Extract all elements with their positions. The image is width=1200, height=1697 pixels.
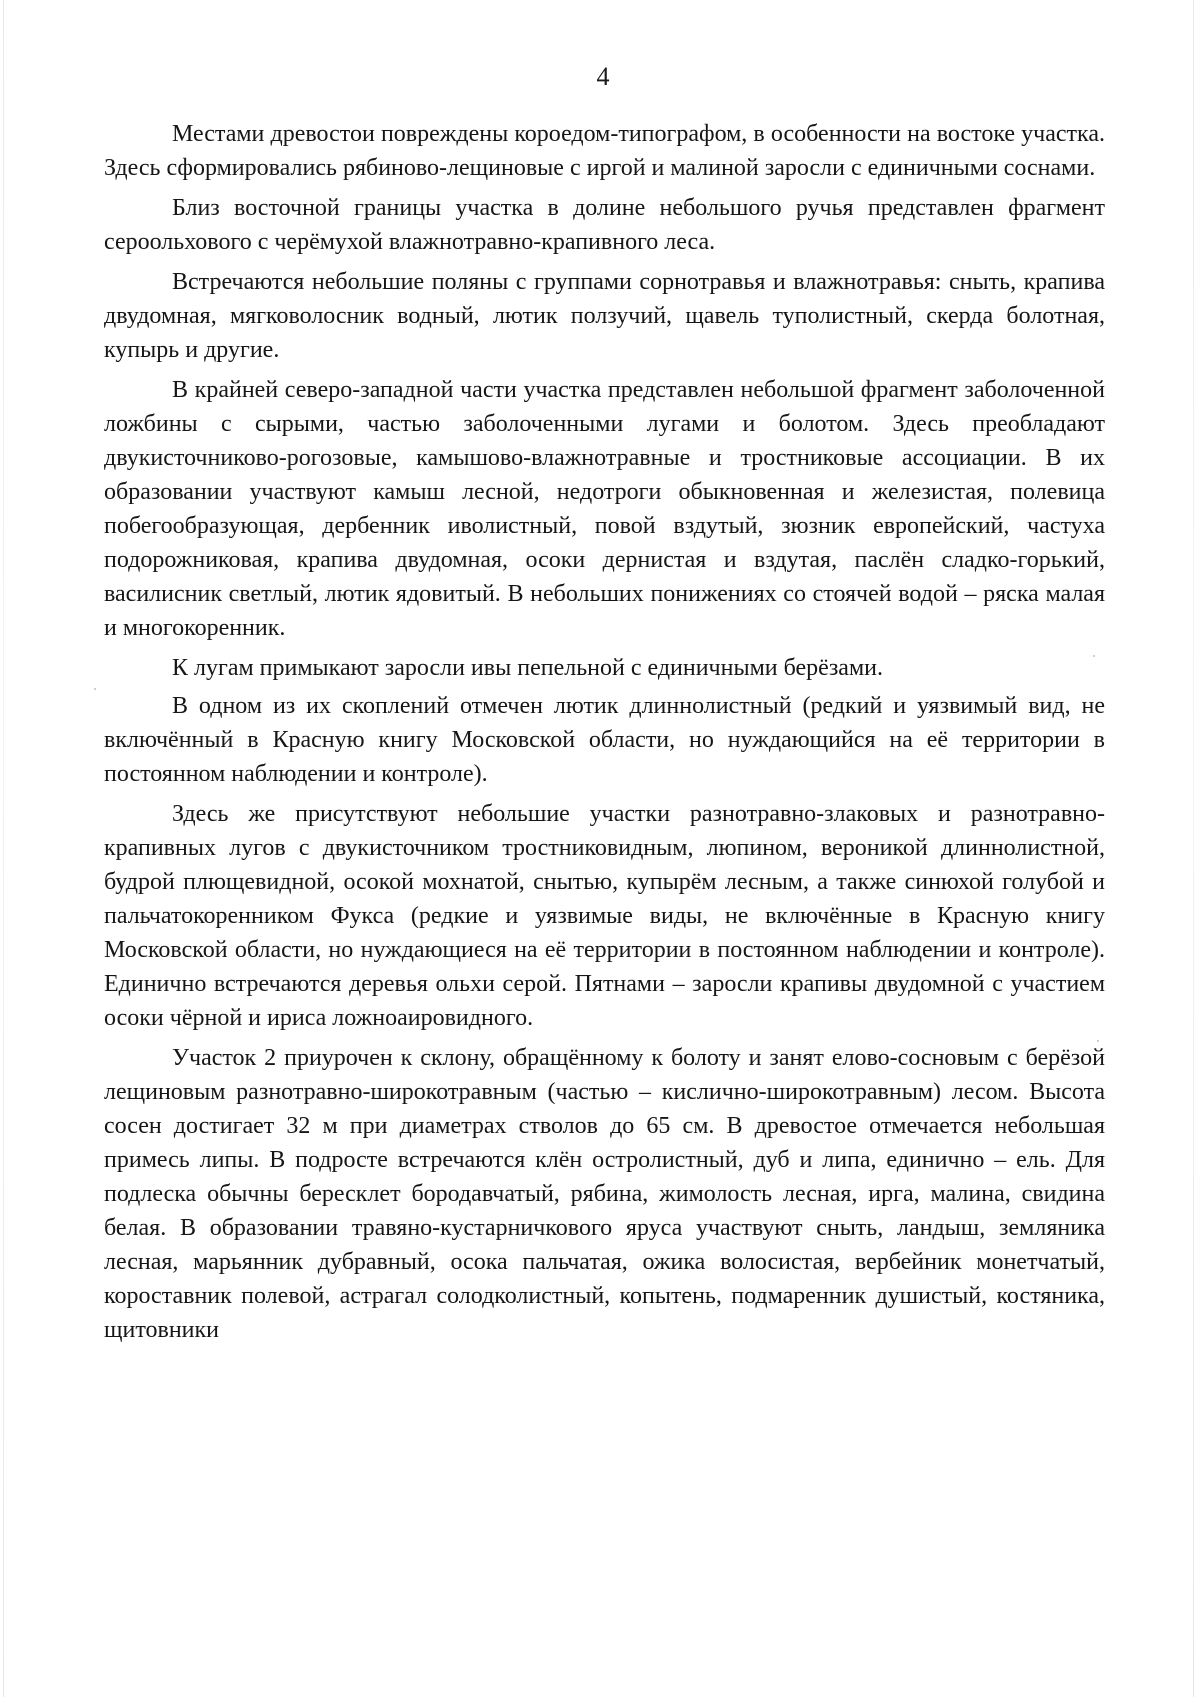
document-body [104,117,1105,1353]
paragraph: В одном из их скоплений отмечен лютик длиннолистный (редкий и уязвимый вид, не включённый в Красную книгу Московской области, но нуждающийся на её территории в постоянном наблюдении и контроле). [104,693,1105,787]
paragraph: В крайней северо-западной части участка представлен небольшой фрагмент заболоченной ложбины с сырыми, частью заболоченными лугами и болотом. Здесь преобладают двукисточниково-рогозовые, камышово-влажнотравные и тростниковые ассоциации. В их образовании участвуют камыш лесной, недотроги обыкновенная и железистая, полевица побегообразующая, дербенник иволистный, повой вздутый, зюзник европейский, частуха подорожниковая, крапива двудомная, осоки дернистая и вздутая, паслён сладко-горький, василисник светлый, лютик ядовитый. В небольших понижениях со стоячей водой – ряска малая и многокоренник. [104,377,1105,641]
paragraph: К лугам примыкают заросли ивы пепельной с единичными берёзами. [172,655,883,681]
scan-edge-left [3,0,4,1697]
scan-edge-right [1193,0,1194,1697]
paragraph: Здесь же присутствуют небольшие участки разнотравно-злаковых и разнотравно-крапивных лугов с двукисточником тростниковидным, люпином, вероникой длиннолистной, будрой плющевидной, осокой мохнатой, снытью, купырём лесным, а также синюхой голубой и пальчатокоренником Фукса (редкие и уязвимые виды, не включённые в Красную книгу Московской области, но нуждающиеся на её территории в постоянном наблюдении и контроле). Единично встречаются деревья ольхи серой. Пятнами – заросли крапивы двудомной с участием осоки чёрной и ириса ложноаировидного. [104,801,1105,1031]
page-number: 4 [596,62,610,91]
paragraph: Встречаются небольшие поляны с группами сорнотравья и влажнотравья: сныть, крапива двудомная, мягковолосник водный, лютик ползучий, щавель туполистный, скерда болотная, купырь и другие. [104,269,1105,363]
scan-speck [94,688,96,690]
paragraph: Местами древостои повреждены короедом-типографом, в особенности на востоке участка. Здесь сформировались рябиново-лещиновые с иргой и малиной заросли с единичными соснами. [104,121,1105,181]
paragraph: Близ восточной границы участка в долине небольшого ручья представлен фрагмент сероольхового с черёмухой влажнотравно-крапивного леса. [104,195,1105,255]
paragraph: Участок 2 приурочен к склону, обращённому к болоту и занят елово-сосновым с берёзой лещиновым разнотравно-широкотравным (частью – кислично-широкотравным) лесом. Высота сосен достигает 32 м при диаметрах стволов до 65 см. В древостое отмечается небольшая примесь липы. В подросте встречаются клён остролистный, дуб и липа, единично – ель. Для подлеска обычны бересклет бородавчатый, рябина, жимолость лесная, ирга, малина, свидина белая. В образовании травяно-кустарничкового яруса участвуют сныть, ландыш, земляника лесная, марьянник дубравный, осока пальчатая, ожика волосистая, вербейник монетчатый, короставник полевой, астрагал солодколистный, копытень, подмаренник душистый, костяника, щитовники [104,1045,1105,1343]
